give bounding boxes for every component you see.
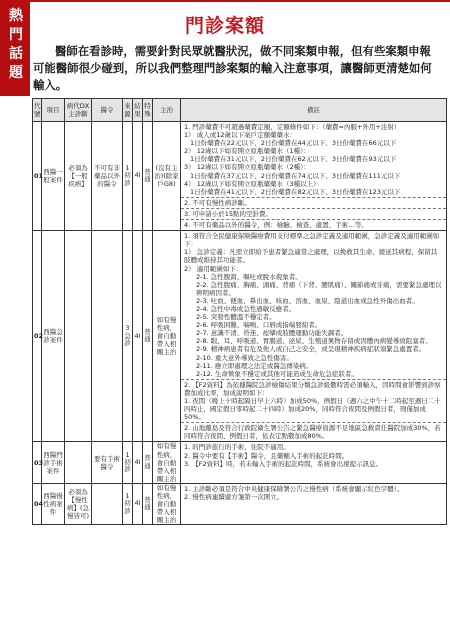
note-line: 2-8. 眼、耳、呼吸道、胃腸道、泌尿、生殖道異物存留或因體內病變導致阻塞者。 bbox=[196, 337, 432, 346]
cell-source: 1初診 bbox=[123, 122, 133, 231]
note-line: 2-1. 急性腹瀉、嘔吐或脫水現象者。 bbox=[196, 272, 302, 281]
table-header-row bbox=[33, 99, 447, 122]
note-divider bbox=[181, 219, 446, 220]
table-row bbox=[33, 442, 447, 483]
cell-main: 如有慢性病，會自動帶入相關主治 bbox=[153, 231, 181, 442]
note-line: 1. 的門診旅行的手術，住院不適用。 bbox=[184, 443, 290, 452]
cell-main: (沒有主治)(除家戶G8) bbox=[153, 122, 181, 231]
cell-result: 4Ⅰ bbox=[133, 231, 143, 442]
cell-notes bbox=[181, 442, 447, 483]
table-row bbox=[33, 483, 447, 524]
cell-notes bbox=[181, 231, 447, 442]
note-line: 2. 慢性病連續處方箋第一次開立。 bbox=[184, 493, 284, 502]
note-line: 3. 可申請小於15點的空針費。 bbox=[184, 209, 273, 218]
col-header-id: 代號 bbox=[33, 99, 42, 122]
page-title: 門診案額 bbox=[184, 15, 265, 37]
note-line: 2-5. 突發性體溫不穩定者。 bbox=[196, 313, 276, 322]
cell-main: 如有慢性病，會自動帶入相關主治 bbox=[153, 442, 181, 483]
cell-source: 1初診 bbox=[123, 483, 133, 524]
note-line: 2） 適用範圍如下： bbox=[184, 264, 243, 273]
note-line: 2） 12歲以下如有開立原瓶藥藥水（1種）： bbox=[184, 147, 310, 156]
cell-type: 普通 bbox=[143, 231, 153, 442]
intro-paragraph: 醫師在看診時，需要針對民眾就醫狀況，做不同案類申報，但有些案類申報可能醫師很少碰到，所以我們整理門診案類的輸入注意事項，讓醫師更清楚如何輸入。 bbox=[33, 44, 432, 92]
cell-dx: 必須為【慢性病】(急慢皆可) bbox=[65, 483, 92, 524]
note-line: 2. 山地離島及符合行政院衛生署公告之緊急醫療資源不足地區急救責任醫院加成30%，若同時符合夜間、例假日者，依表定點數加成80%。 bbox=[184, 424, 441, 441]
cell-notes bbox=[181, 483, 447, 524]
cell-type: 普通 bbox=[143, 483, 153, 524]
cell-item: 西醫一般案件 bbox=[42, 122, 65, 231]
cell-result: 4Ⅰ bbox=[133, 483, 143, 524]
note-line: 2. 不可有慢性病診斷。 bbox=[184, 198, 251, 207]
col-header-source: 來源 bbox=[123, 99, 133, 122]
note-line: 1. 主診斷必須是符合中央健康保險署公告之慢性病（系統會顯示紅色字體）。 bbox=[184, 484, 404, 493]
note-line: 1. 須符合全民健康保險醫療費用支付標準之急診定義及適用範圍，急診定義及適用範圍如下： bbox=[184, 232, 440, 249]
cell-source: 3急診 bbox=[123, 231, 133, 442]
cell-id: 01 bbox=[33, 122, 42, 231]
note-divider bbox=[181, 197, 446, 198]
cell-item: 西醫慢性病案件 bbox=[42, 483, 65, 524]
note-line: 3. 【F2資料】時，若未輸入手術的起訖時間，系統會出現提示訊息。 bbox=[184, 459, 383, 468]
note-line: 3） 12歲以下如有開立原瓶藥藥水（2種）： bbox=[184, 163, 310, 172]
cell-item: 西醫門診手術案件 bbox=[42, 442, 65, 483]
cell-id: 03 bbox=[33, 442, 42, 483]
cell-order bbox=[92, 231, 123, 442]
col-header-notes: 備註 bbox=[181, 99, 447, 122]
note-line: 2-12. 生命徵象不穩定或其他可能造成生命危急症狀者。 bbox=[196, 369, 358, 378]
cell-dx bbox=[65, 442, 92, 483]
cell-item: 西醫急診案件 bbox=[42, 231, 65, 442]
note-line: 1日份藥費在37元以下、2日份藥費在74元以下、3日份藥費在111元以下 bbox=[190, 171, 401, 180]
col-header-order: 醫令 bbox=[92, 99, 123, 122]
cell-type: 普通 bbox=[143, 442, 153, 483]
cell-type: 普通 bbox=[143, 122, 153, 231]
table-row bbox=[33, 231, 447, 442]
note-line: 4. 不可有藥品以外的醫令，例：檢驗、檢查、處置、手術…等。 bbox=[184, 221, 368, 230]
note-line: 1. 夜間（晚上十時起隔日早上六時）加成50%，例假日（週六之中午十二時起至週日二十四時止，國定假日零時起二十四時）加成20%，同時符合夜間及例假日者，則僅加成50%。 bbox=[184, 397, 441, 422]
note-divider bbox=[181, 208, 446, 209]
note-line: 2-3. 吐血、便血、鼻出血、咳血、溶血、血尿、陰道出血或急性外傷出血者。 bbox=[196, 296, 419, 305]
note-line: 2-11. 應立即處理之法定或醫急傳染病。 bbox=[196, 361, 313, 370]
note-line: 2. 【F2資料】為依據醫院急診檢傷結果分類急診級數時需必須輸入，因時間會影響到診察費加成比率，加成說明如下： bbox=[184, 380, 441, 397]
note-line: 2-4. 急性中毒或急性過敏反應者。 bbox=[196, 304, 296, 313]
case-type-table bbox=[32, 98, 447, 525]
cell-main: 如有慢性病，會自動帶入相關主治 bbox=[153, 483, 181, 524]
side-label: 熱門話題 bbox=[9, 8, 23, 81]
note-line: 1. 門診藥費不可超過藥費定額，定額條件如下：（藥費=內服+外用+注射） bbox=[184, 123, 401, 131]
cell-order: 要有手術醫令 bbox=[92, 442, 123, 483]
note-line: 2-6. 呼吸困難、喘鳴、口唇或指端發紺者。 bbox=[196, 321, 322, 330]
cell-id: 02 bbox=[33, 231, 42, 442]
col-header-type: 特殊 bbox=[143, 99, 153, 122]
cell-order bbox=[92, 483, 123, 524]
note-line: 2. 醫令中要有【手術】醫令，且藥輔入手術的起訖時間。 bbox=[184, 451, 349, 460]
note-line: 4） 12歲以下如有開立原瓶藥藥水（3種以上）： bbox=[184, 179, 323, 188]
cell-result: 4Ⅰ bbox=[133, 442, 143, 483]
note-line: 2-7. 意識不清、昏迷、痙攣或肢體運動功能失調者。 bbox=[196, 329, 348, 338]
cell-result: 4Ⅰ bbox=[133, 122, 143, 231]
note-line: 1日份藥費在41元以下、2日份藥費在82元以下、3日份藥費在123元以下 bbox=[190, 187, 401, 196]
cell-notes bbox=[181, 122, 447, 231]
col-header-dx: 病代DX主診斷 bbox=[65, 99, 92, 122]
col-header-main: 主治 bbox=[153, 99, 181, 122]
cell-dx bbox=[65, 231, 92, 442]
col-header-item: 項目 bbox=[42, 99, 65, 122]
note-line: 1） 急診定義：凡需立即給予患者緊急適當之處理，以挽救其生命、緩延其病程、保留其肢體或維持其功能者。 bbox=[184, 248, 438, 265]
note-line: 1日份藥費在31元以下、2日份藥費在62元以下、3日份藥費在93元以下 bbox=[190, 155, 397, 164]
note-line: 1日份藥費在22元以下、2日份藥費在44元以下、3日份藥費在66元以下 bbox=[190, 139, 397, 148]
cell-dx: 必須為【一般疾病】 bbox=[65, 122, 92, 231]
header-rule bbox=[30, 0, 450, 2]
col-header-result: 結果 bbox=[133, 99, 143, 122]
cell-order: 不可有非藥品以外的醫令 bbox=[92, 122, 123, 231]
cell-source: 1初診 bbox=[123, 442, 133, 483]
note-line: 2-10. 重大意外導致之急性傷害。 bbox=[196, 353, 293, 362]
note-line: 2-2. 急性腹痛、胸痛、頭痛、背痛（下背、腰肌痛）、關節痛或牙痛，需要緊急處理以辨明病因者。 bbox=[196, 280, 442, 297]
note-line: 2-9. 精神病患者有危及他人或自己之安全，或呈現精神疾病症狀須緊急處置者。 bbox=[196, 345, 426, 354]
note-line: 1） 成人或12歲以下案戶定額藥藥水： bbox=[184, 131, 296, 140]
table-row bbox=[33, 122, 447, 231]
note-divider bbox=[181, 379, 446, 380]
cell-id: 04 bbox=[33, 483, 42, 524]
